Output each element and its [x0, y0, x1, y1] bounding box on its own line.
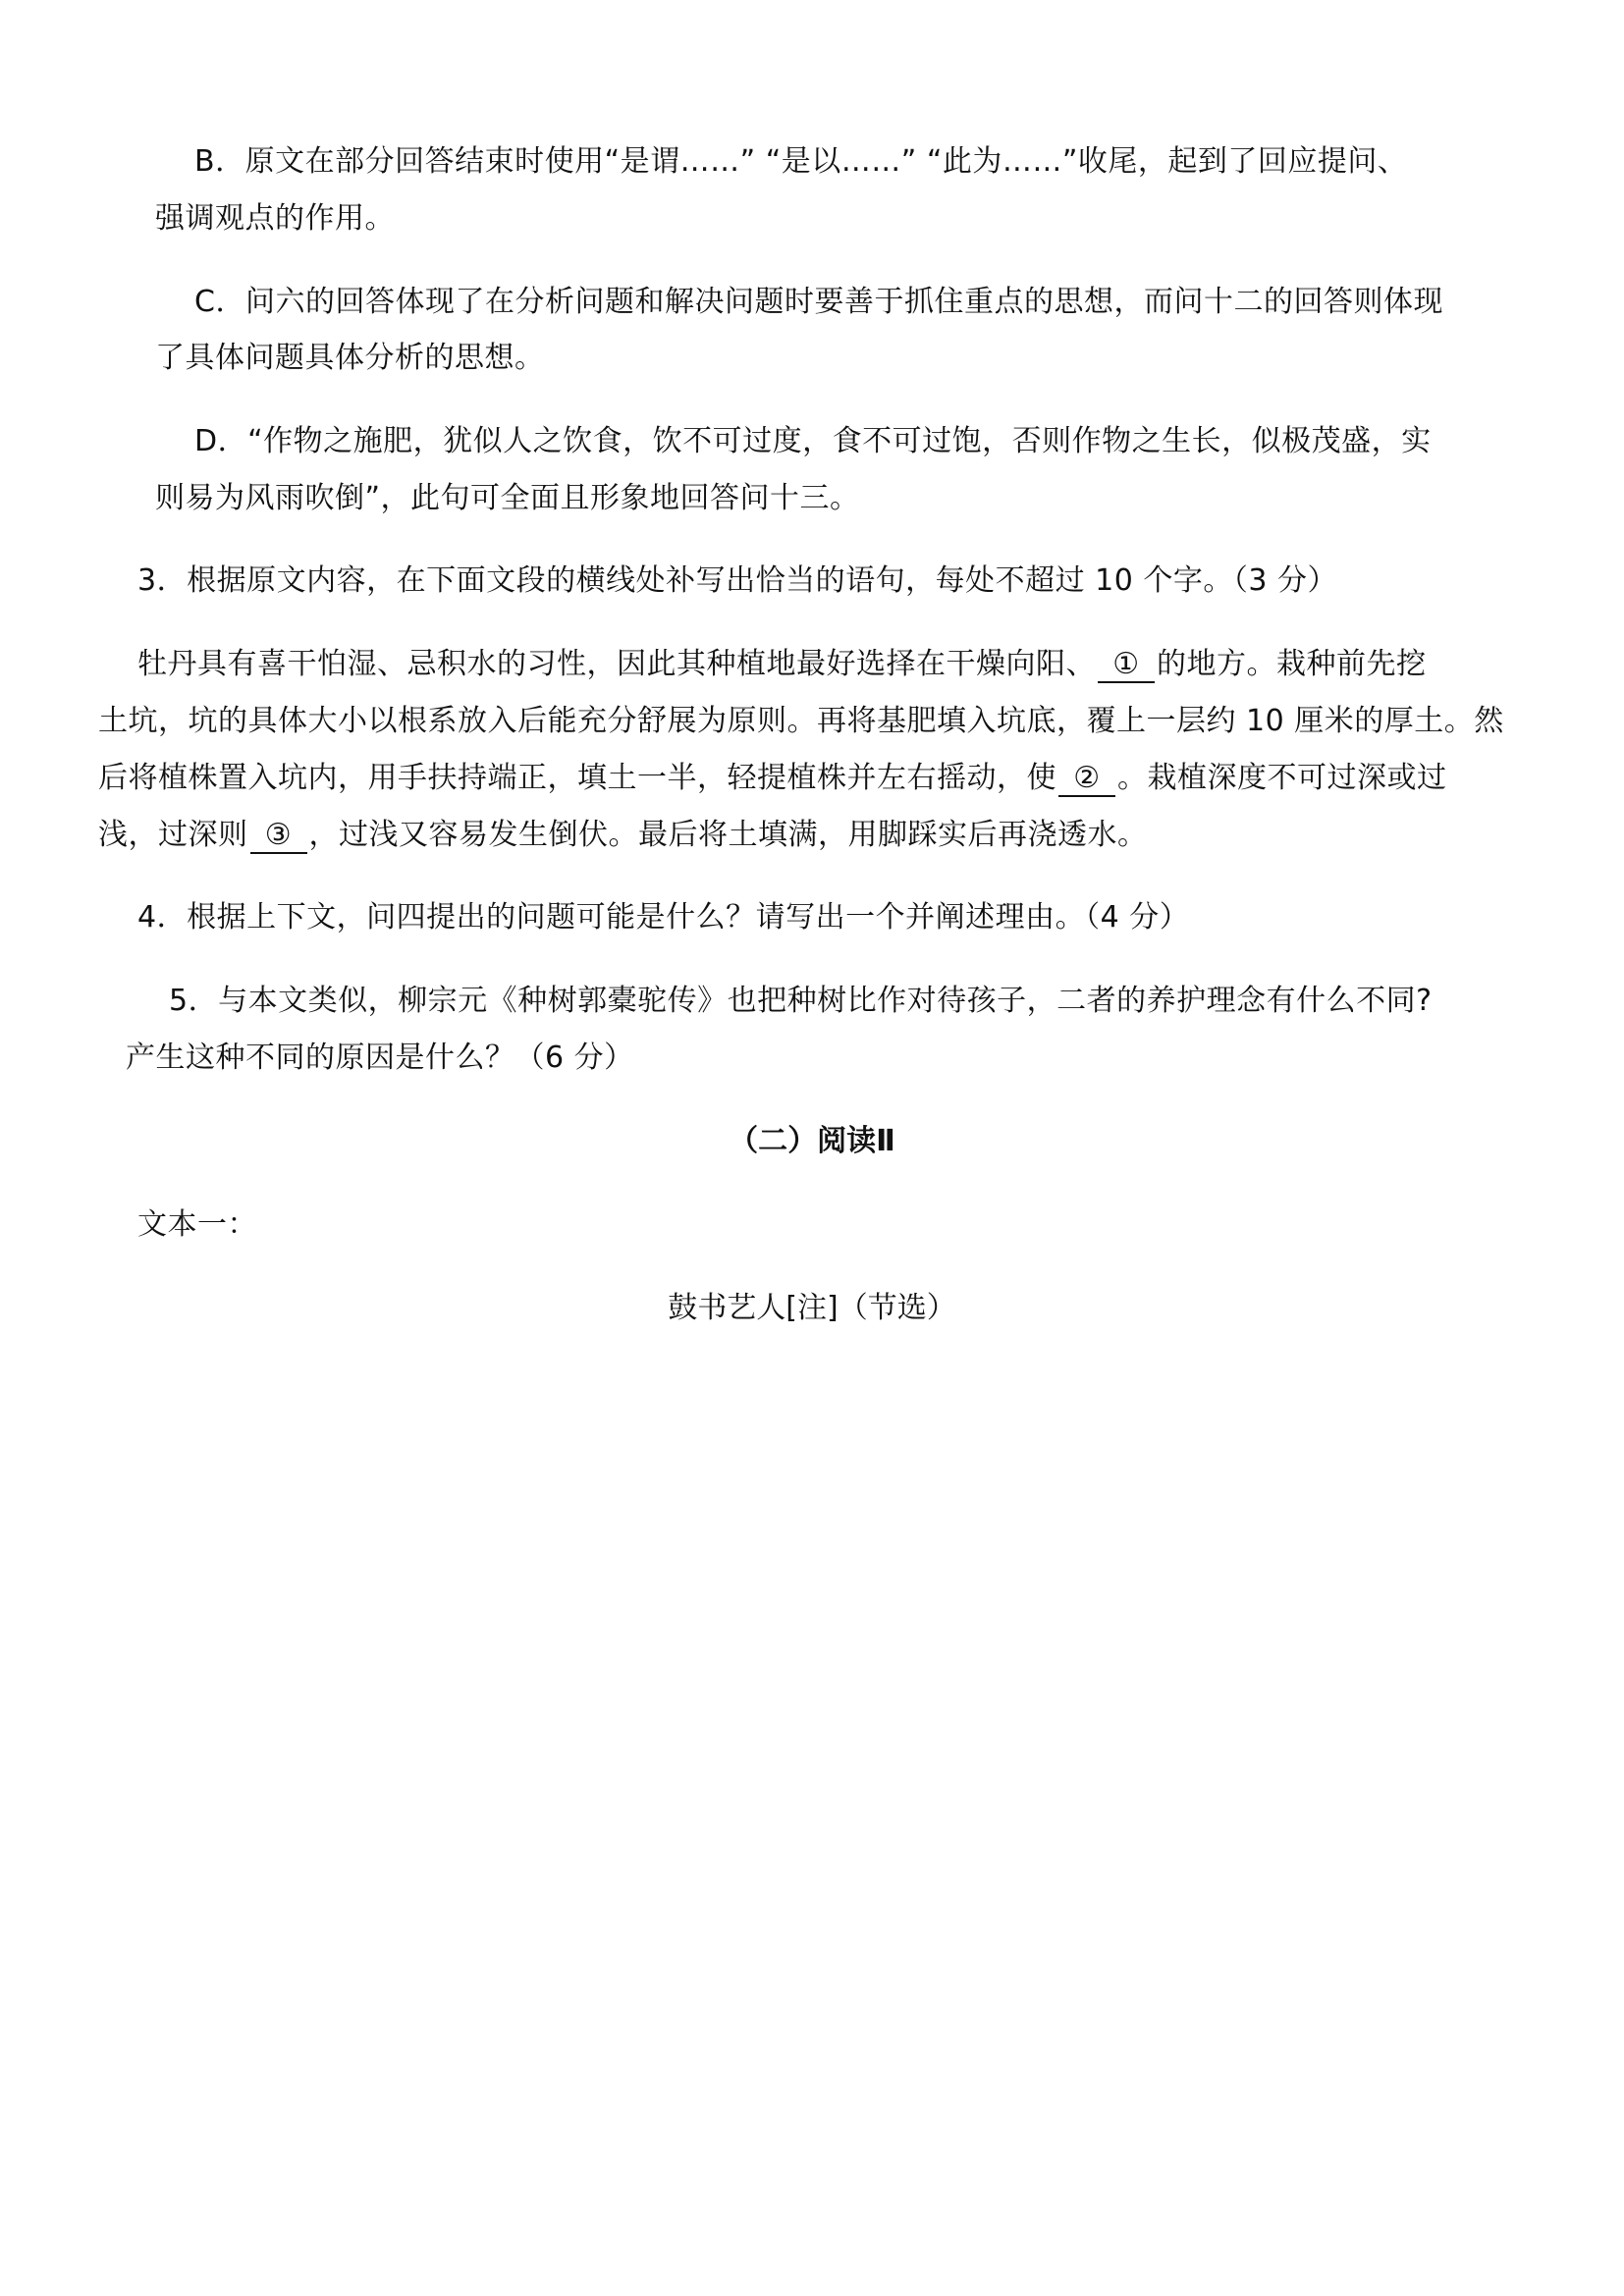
article-title: 鼓书艺人[注]（节选）: [668, 1291, 956, 1325]
option-d-line1: D．“作物之施肥，犹似人之饮食，饮不可过度，食不可过饱，否则作物之生长，似极茂盛，实: [194, 424, 1432, 458]
question-3-prompt: 3．根据原文内容，在下面文段的横线处补写出恰当的语句，每处不超过 10 个字。（3 分）: [137, 563, 1337, 598]
question-3-passage-line1: [137, 645, 1427, 684]
passage-text: 后将植株置入坑内，用手扶持端正，填土一半，轻提植株并左右摇动，使: [98, 761, 1056, 795]
question-3-passage-line3: [98, 759, 1447, 798]
section-heading: （二）阅读Ⅱ: [729, 1124, 895, 1158]
answer-blank-2[interactable]: ②: [1058, 762, 1115, 797]
answer-blank-1[interactable]: ①: [1098, 648, 1155, 683]
passage-text: ，过浅又容易发生倒伏。最后将土填满，用脚踩实后再浇透水。: [308, 818, 1148, 852]
passage-text: 浅，过深则: [98, 818, 248, 852]
option-b-line2: 强调观点的作用。: [155, 201, 395, 236]
answer-blank-3[interactable]: ③: [250, 819, 307, 854]
question-4-prompt: 4．根据上下文，问四提出的问题可能是什么？请写出一个并阐述理由。（4 分）: [137, 900, 1190, 934]
question-5-line2: 产生这种不同的原因是什么？（6 分）: [126, 1041, 634, 1075]
option-b-line1: B．原文在部分回答结束时使用“是谓……” “是以……” “此为……”收尾，起到了回应提问、: [194, 144, 1408, 179]
passage-text: 的地方。栽种前先挖: [1157, 647, 1427, 681]
question-5-line1: 5．与本文类似，柳宗元《种树郭橐驼传》也把种树比作对待孩子，二者的养护理念有什么不同?: [169, 984, 1433, 1018]
question-3-passage-line4: [98, 816, 1148, 855]
text-one-label: 文本一：: [137, 1207, 257, 1242]
question-3-passage-line2: 土坑，坑的具体大小以根系放入后能充分舒展为原则。再将基肥填入坑底，覆上一层约 10 厘米的厚土。然: [98, 704, 1504, 738]
passage-text: 。栽植深度不可过深或过: [1117, 761, 1447, 795]
option-c-line1: C．问六的回答体现了在分析问题和解决问题时要善于抓住重点的思想，而问十二的回答则体现: [194, 285, 1443, 319]
passage-text: 牡丹具有喜干怕湿、忌积水的习性，因此其种植地最好选择在干燥向阳、: [137, 647, 1096, 681]
option-d-line2: 则易为风雨吹倒”，此句可全面且形象地回答问十三。: [155, 481, 860, 515]
option-c-line2: 了具体问题具体分析的思想。: [155, 341, 545, 375]
